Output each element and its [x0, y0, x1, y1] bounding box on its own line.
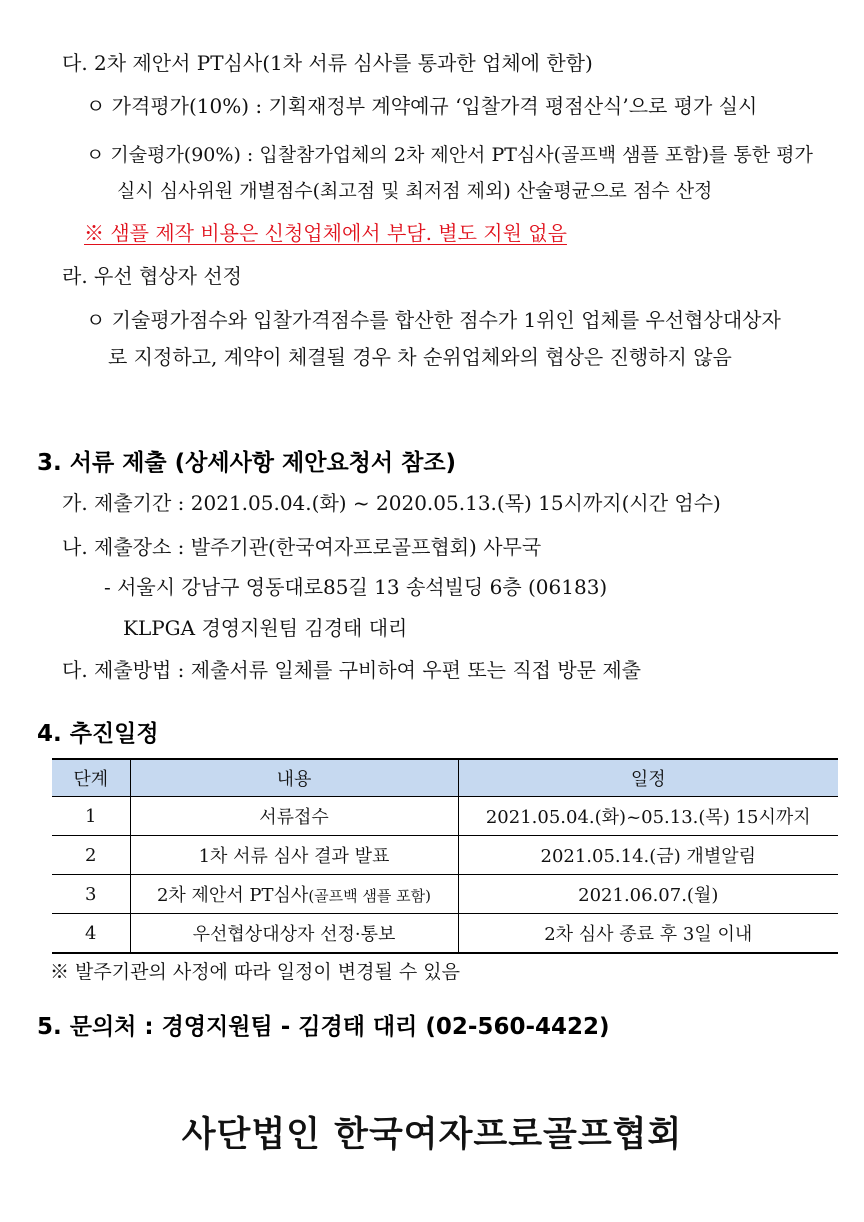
column-header-content: 내용	[130, 759, 458, 797]
submission-method: 다. 제출방법 : 제출서류 일체를 구비하여 우편 또는 직접 방문 제출	[62, 658, 641, 682]
section5-heading: 5. 문의처 : 경영지원팀 - 김경태 대리 (02-560-4422)	[37, 1014, 610, 1040]
sample-cost-notice: ※ 샘플 제작 비용은 신청업체에서 부담. 별도 지원 없음	[84, 221, 567, 245]
row-content	[130, 875, 458, 914]
price-evaluation-item: ㅇ 가격평가(10%) : 기획재정부 계약예규 ‘입찰가격 평점산식’으로 평가 실시	[86, 94, 758, 118]
column-header-step: 단계	[52, 759, 130, 797]
section4-heading: 4. 추진일정	[37, 721, 159, 747]
section3-heading: 3. 서류 제출 (상세사항 제안요청서 참조)	[37, 450, 457, 476]
table-row	[52, 914, 838, 954]
section-da-heading: 다. 2차 제안서 PT심사(1차 서류 심사를 통과한 업체에 한함)	[62, 51, 593, 75]
tech-evaluation-item-cont: 실시 심사위원 개별점수(최고점 및 최저점 제외) 산술평균으로 점수 산정	[117, 180, 713, 202]
tech-evaluation-item: ㅇ 기술평가(90%) : 입찰참가업체의 2차 제안서 PT심사(골프백 샘플 포함)를 통한 평가	[86, 144, 813, 166]
row-schedule: 2021.06.07.(월)	[458, 875, 838, 914]
row-schedule: 2021.05.14.(금) 개별알림	[458, 836, 838, 875]
row-step: 3	[52, 875, 130, 914]
organization-name: 사단법인 한국여자프로골프협회	[181, 1114, 683, 1155]
row-step: 4	[52, 914, 130, 954]
table-row	[52, 875, 838, 914]
row-content-note: (골프백 샘플 포함)	[308, 887, 431, 905]
row-content: 서류접수	[130, 797, 458, 836]
schedule-header-row	[52, 759, 838, 797]
schedule-note: ※ 발주기관의 사정에 따라 일정이 변경될 수 있음	[50, 961, 461, 983]
section-ra-heading: 라. 우선 협상자 선정	[62, 264, 242, 288]
negotiation-item-cont: 로 지정하고, 계약이 체결될 경우 차 순위업체와의 협상은 진행하지 않음	[108, 345, 732, 369]
submission-period: 가. 제출기간 : 2021.05.04.(화) ~ 2020.05.13.(목) 15시까지(시간 엄수)	[62, 491, 721, 515]
row-step: 2	[52, 836, 130, 875]
submission-place: 나. 제출장소 : 발주기관(한국여자프로골프협회) 사무국	[62, 535, 542, 559]
row-content: 우선협상대상자 선정·통보	[130, 914, 458, 954]
submission-contact: KLPGA 경영지원팀 김경태 대리	[123, 616, 408, 640]
row-content-main: 2차 제안서 PT심사	[156, 885, 309, 906]
row-step: 1	[52, 797, 130, 836]
table-row	[52, 836, 838, 875]
schedule-table	[52, 758, 838, 954]
row-schedule: 2021.05.04.(화)~05.13.(목) 15시까지	[458, 797, 838, 836]
submission-address: - 서울시 강남구 영동대로85길 13 송석빌딩 6층 (06183)	[104, 575, 608, 599]
column-header-schedule: 일정	[458, 759, 838, 797]
row-content: 1차 서류 심사 결과 발표	[130, 836, 458, 875]
table-row	[52, 797, 838, 836]
row-schedule: 2차 심사 종료 후 3일 이내	[458, 914, 838, 954]
negotiation-item: ㅇ 기술평가점수와 입찰가격점수를 합산한 점수가 1위인 업체를 우선협상대상자	[86, 308, 781, 332]
